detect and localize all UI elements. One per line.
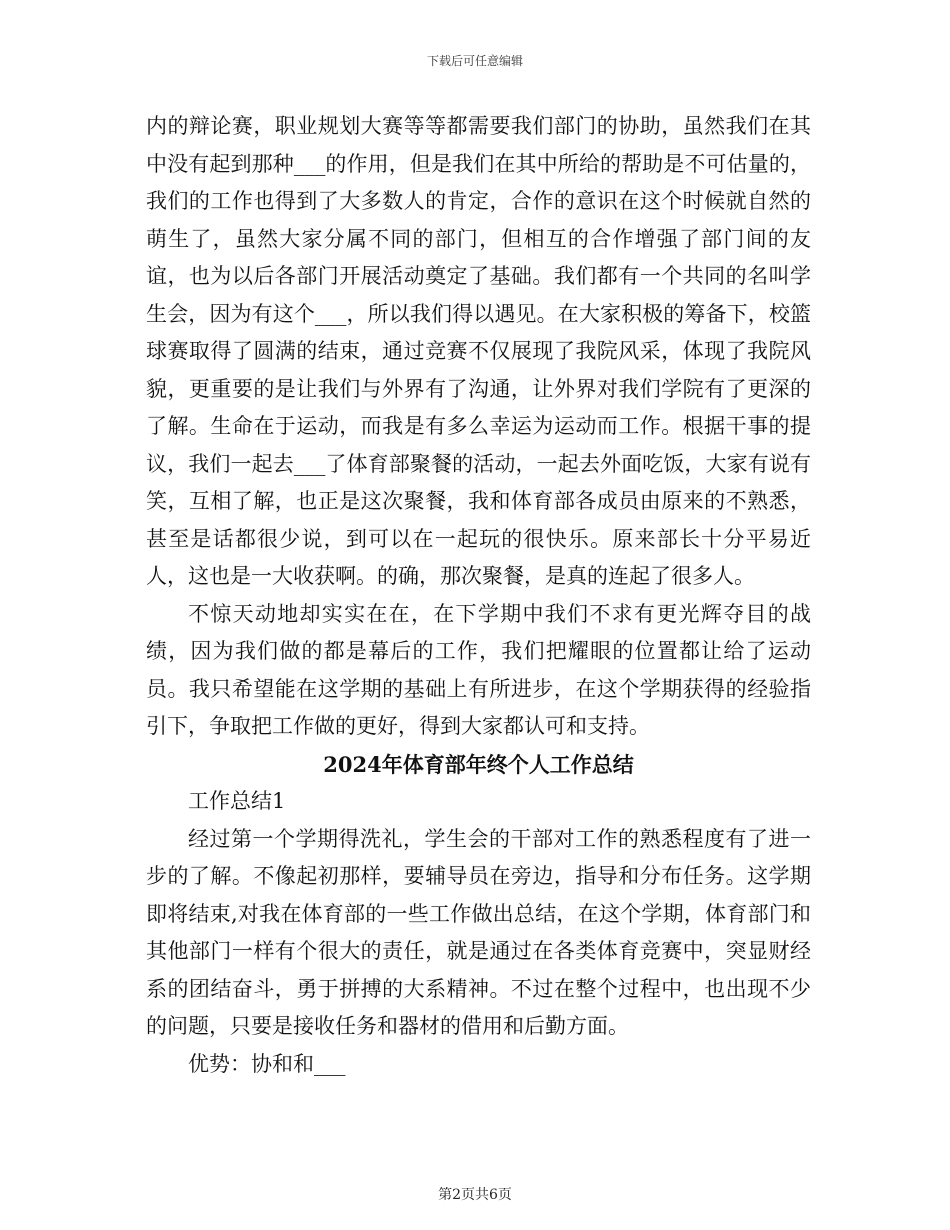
section-title: 2024年体育部年终个人工作总结 [323,751,634,777]
paragraph-2: 不惊天动地却实实在在，在下学期中我们不求有更光辉夺目的战绩，因为我们做的都是幕后的工作，我们把耀眼的位置都让给了运动员。我只希望能在这学期的基础上有所进步，在这个学期获得的经验指引下，争取把工作做的更好，得到大家都认可和支持。 [146,601,811,738]
subheading: 工作总结1 [188,789,286,813]
paragraph-1: 内的辩论赛，职业规划大赛等等都需要我们部门的协助，虽然我们在其中没有起到那种___的作用，但是我们在其中所给的帮助是不可估量的，我们的工作也得到了大多数人的肯定，合作的意识在这个时候就自然的萌生了，虽然大家分属不同的部门，但相互的合作增强了部门间的友谊，也为以后各部门开展活动奠定了基础。我们都有一个共同的名叫学生会，因为有这个___，所以我们得以遇见。在大家积极的筹备下，校篮球赛取得了圆满的结束，通过竞赛不仅展现了我院风采，体现了我院风貌，更重要的是让我们与外界有了沟通，让外界对我们学院有了更深的了解。生命在于运动，而我是有多么幸运为运动而工作。根据干事的提议，我们一起去___了体育部聚餐的活动，一起去外面吃饭，大家有说有笑，互相了解，也正是这次聚餐，我和体育部各成员由原来的不熟悉，甚至是话都很少说，到可以在一起玩的很快乐。原来部长十分平易近人，这也是一大收获啊。的确，那次聚餐，是真的连起了很多人。 [146,114,811,588]
paragraph-4: 优势：协和和___ [188,1051,346,1076]
document-body [146,108,811,1083]
page-header: 下载后可任意编辑 [426,54,523,68]
paragraph-3: 经过第一个学期得洗礼，学生会的干部对工作的熟悉程度有了进一步的了解。不像起初那样，要辅导员在旁边，指导和分布任务。这学期即将结束,对我在体育部的一些工作做出总结，在这个学期，体育部门和其他部门一样有个很大的责任，就是通过在各类体育竞赛中，突显财经系的团结奋斗，勇于拼搏的大系精神。不过在整个过程中，也出现不少的问题，只要是接收任务和器材的借用和后勤方面。 [146,826,811,1038]
page-number: 第2页共6页 [438,1187,512,1203]
